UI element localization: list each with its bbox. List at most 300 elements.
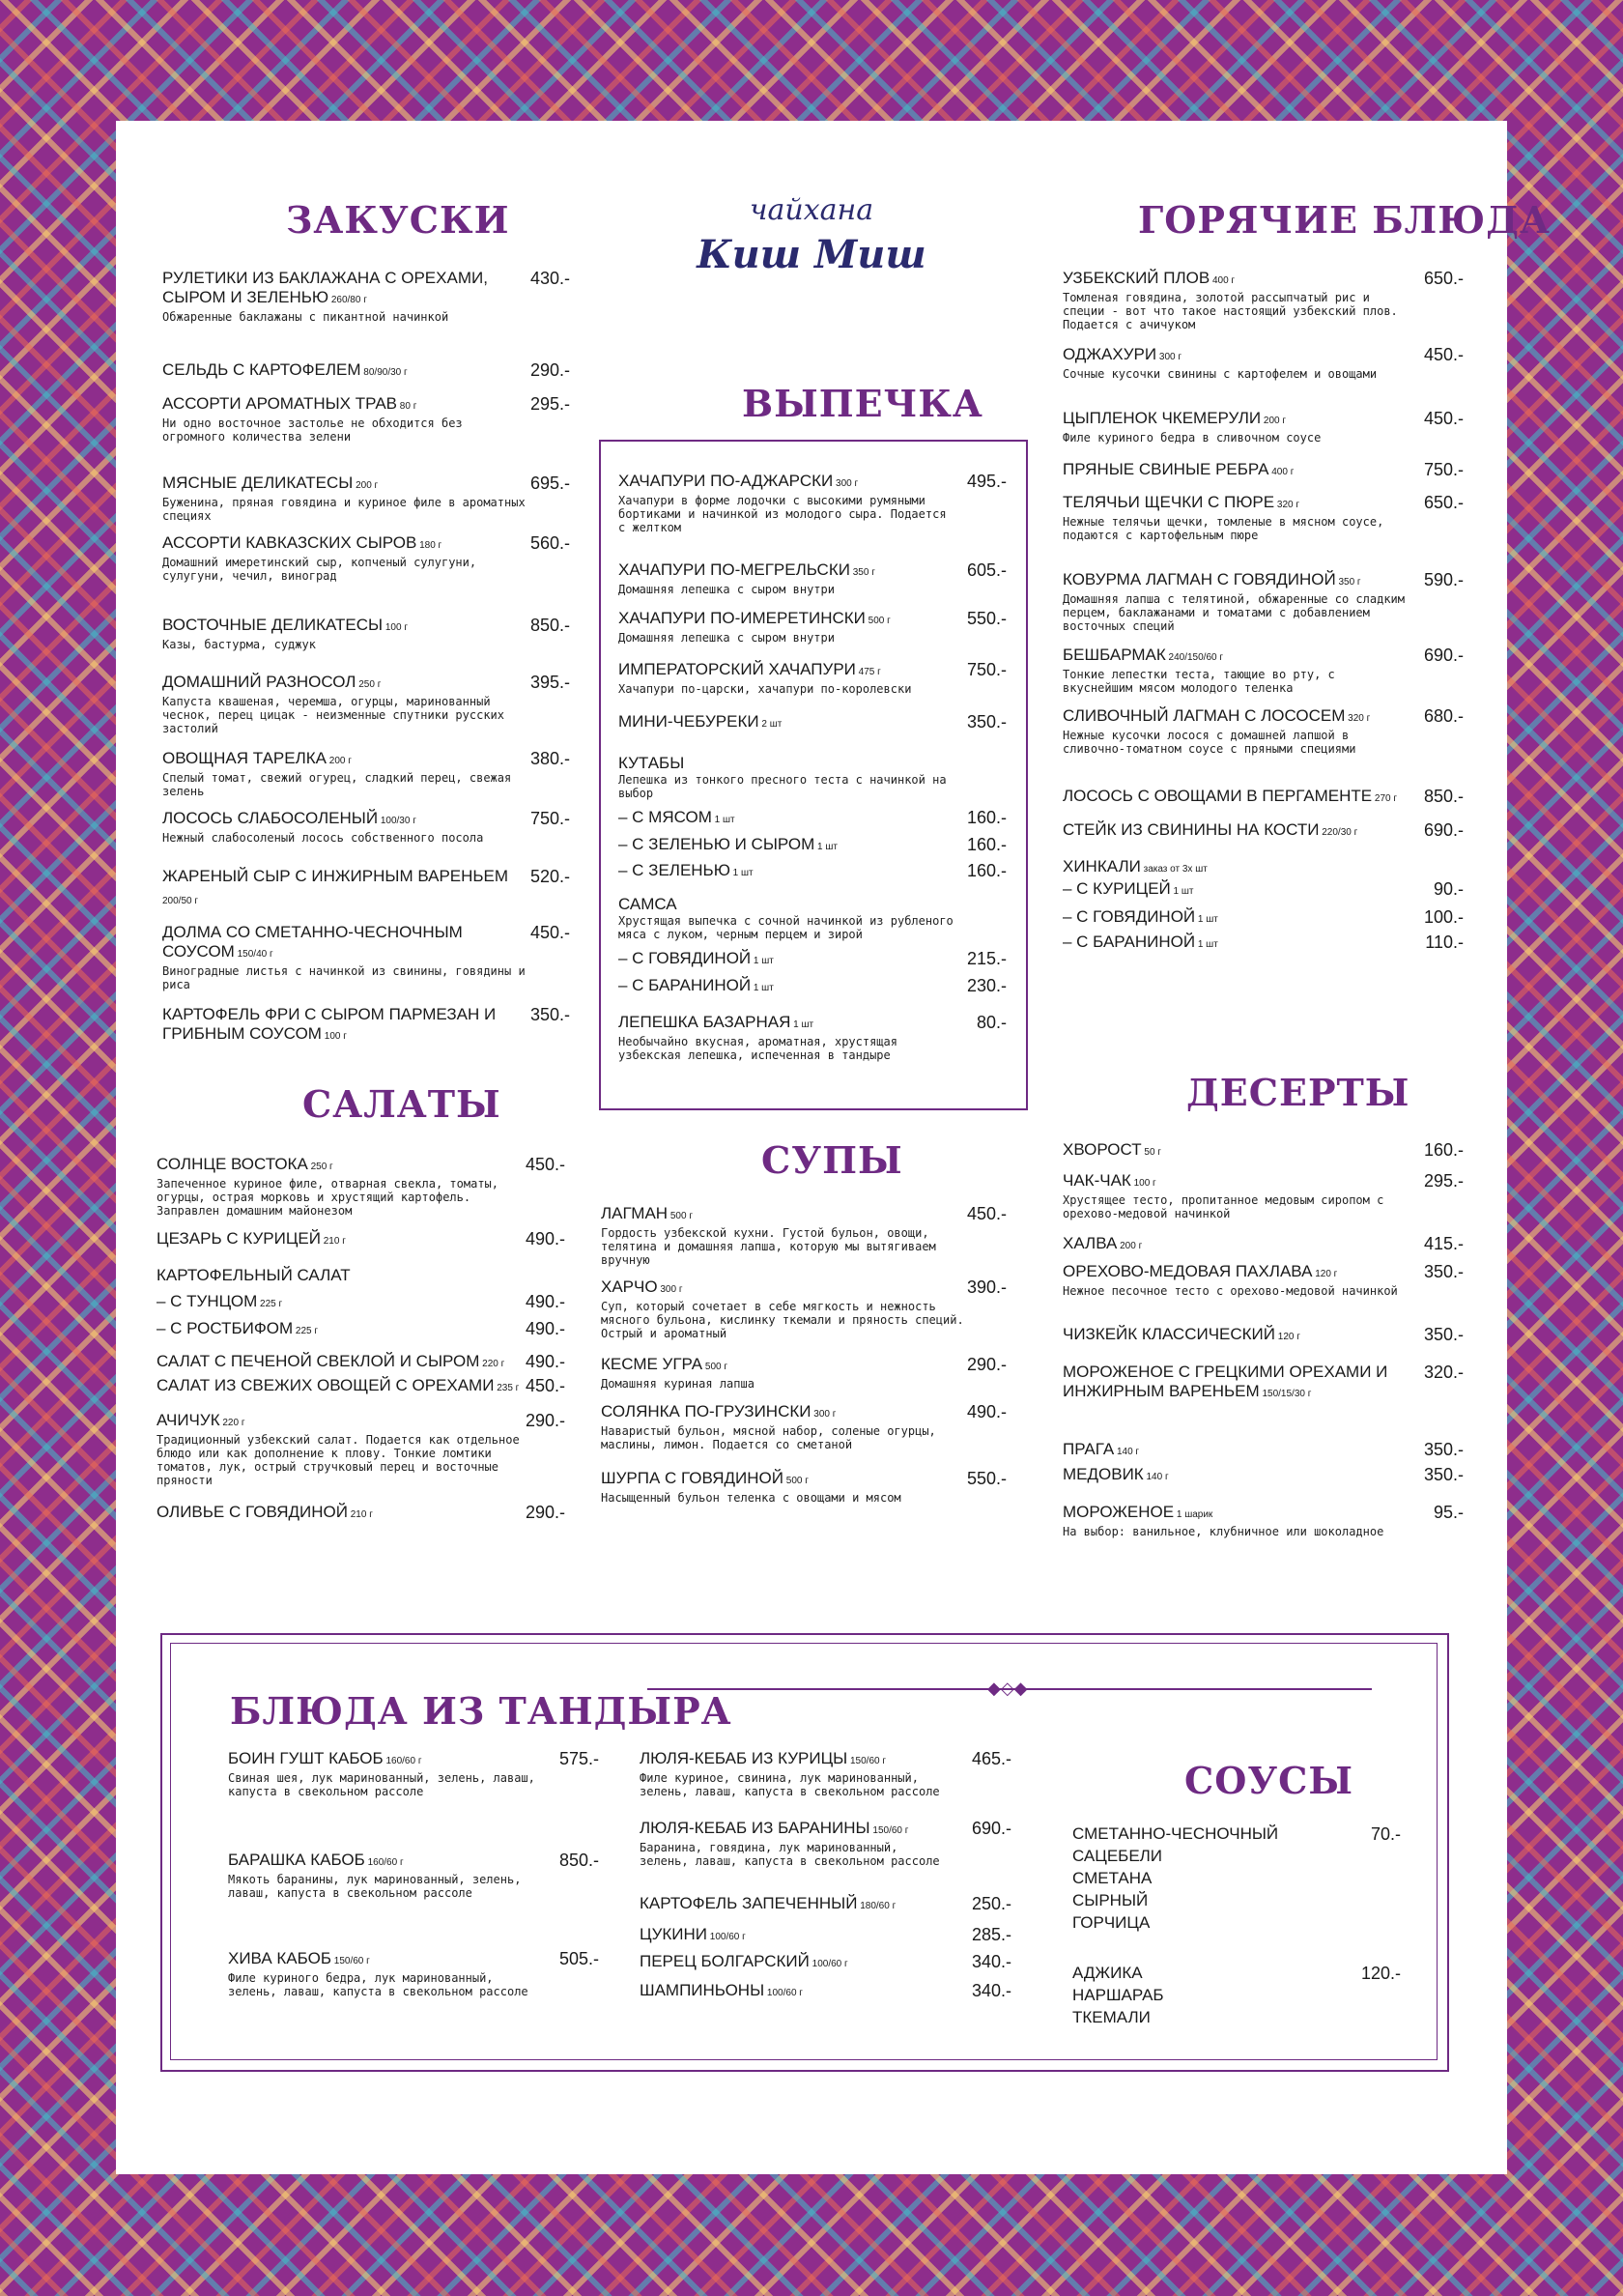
tandyr-col1-item	[228, 1851, 537, 1900]
item-name	[162, 533, 529, 556]
sousy-group2-price: 120.-	[1360, 1964, 1401, 1983]
goryachie-item	[1063, 409, 1410, 445]
salaty-item	[157, 1319, 524, 1341]
item-weight: 200/50 г	[162, 896, 199, 906]
item-price: 450.-	[529, 923, 570, 942]
item-weight: 120 г	[1275, 1332, 1300, 1342]
item-name	[640, 1952, 949, 1974]
item-description: Филе куриного бедра, лук маринованный, зелень, лаваш, капуста в свекольном рассоле	[228, 1971, 528, 1998]
item-name-text: ДОЛМА СО СМЕТАННО-ЧЕСНОЧНЫМ СОУСОМ	[162, 923, 463, 961]
item-description: Ни одно восточное застолье не обходится без огромного количества зелени	[162, 416, 463, 444]
item-name	[618, 976, 956, 998]
item-weight: 220 г	[479, 1359, 505, 1369]
goryachie-item	[1063, 493, 1410, 542]
goryachie-item	[1063, 879, 1410, 902]
item-weight: 200 г	[1261, 416, 1287, 426]
sousy-group1-item: СМЕТАНА	[1072, 1869, 1153, 1887]
item-name-text: – С БАРАНИНОЙ	[1063, 933, 1196, 951]
item-price: 290.-	[966, 1355, 1007, 1374]
goryachie-item	[1063, 857, 1410, 879]
item-description: Обжаренные баклажаны с пикантной начинкой	[162, 310, 449, 324]
item-name	[162, 474, 529, 496]
item-description: Нежный слабосоленый лосось собственного посола	[162, 831, 484, 845]
item-name	[618, 472, 956, 494]
item-name-text: СОЛЯНКА ПО-ГРУЗИНСКИ	[601, 1402, 812, 1421]
item-name-text: ХАРЧО	[601, 1277, 658, 1296]
item-price: 290.-	[525, 1503, 565, 1522]
item-price: 90.-	[1433, 879, 1464, 899]
item-name	[1063, 933, 1410, 955]
item-description: Насыщенный бульон теленка с овощами и мясом	[601, 1491, 901, 1505]
zakuski-item	[162, 616, 529, 651]
item-weight: 300 г	[1156, 352, 1182, 362]
item-price: 750.-	[966, 660, 1007, 679]
vypechka-item	[618, 861, 956, 883]
supy-item	[601, 1469, 968, 1505]
item-price: 850.-	[558, 1851, 599, 1870]
item-weight: 300 г	[657, 1284, 683, 1295]
item-name-text: ЧАК-ЧАК	[1063, 1171, 1131, 1190]
item-name	[1063, 820, 1410, 843]
item-name	[1063, 787, 1410, 809]
item-weight: 400 г	[1268, 467, 1295, 477]
deserty-item	[1063, 1140, 1410, 1162]
sousy-group1-item: СЫРНЫЙ	[1072, 1891, 1149, 1909]
item-description: Казы, бастурма, суджук	[162, 638, 316, 651]
item-price: 350.-	[1423, 1325, 1464, 1344]
item-price: 490.-	[525, 1292, 565, 1311]
tandyr-col2-item	[640, 1819, 949, 1868]
item-name	[618, 861, 956, 883]
item-name	[162, 360, 529, 383]
item-name-text: ШУРПА С ГОВЯДИНОЙ	[601, 1469, 783, 1487]
item-name	[1063, 1140, 1410, 1162]
zakuski-item	[162, 533, 529, 583]
item-weight: 1 шт	[1170, 886, 1194, 897]
zakuski-item	[162, 673, 529, 735]
item-weight: 500 г	[668, 1211, 693, 1221]
item-price: 550.-	[966, 1469, 1007, 1488]
item-price: 415.-	[1423, 1234, 1464, 1253]
item-name	[157, 1155, 524, 1177]
item-description: Хачапури в форме лодочки с высокими румяными бортиками и начинкой из молодого сыра. Подается с желтком	[618, 494, 947, 534]
zakuski-item	[162, 923, 529, 991]
sousy-group2-item: НАРШАРАБ	[1072, 1986, 1164, 2004]
zakuski-item	[162, 867, 529, 911]
item-weight: 210 г	[347, 1509, 373, 1520]
item-name-text: МЯСНЫЕ ДЕЛИКАТЕСЫ	[162, 474, 354, 492]
item-weight: 180 г	[416, 540, 442, 551]
item-price: 750.-	[529, 809, 570, 828]
item-weight: 50 г	[1141, 1147, 1161, 1158]
item-weight: 100 г	[383, 622, 408, 633]
item-description: Нежное песочное тесто с орехово-медовой начинкой	[1063, 1284, 1398, 1298]
item-price: 290.-	[529, 360, 570, 380]
item-name-text: САЛАТ ИЗ СВЕЖИХ ОВОЩЕЙ С ОРЕХАМИ	[157, 1376, 495, 1394]
goryachie-item	[1063, 933, 1410, 955]
item-description: Нежные телячьи щечки, томленые в мясном соусе, подаются с картофельным пюре	[1063, 515, 1384, 542]
item-price: 575.-	[558, 1749, 599, 1768]
item-price: 160.-	[966, 861, 1007, 880]
item-name	[1063, 857, 1410, 879]
item-description: Наваристый бульон, мясной набор, соленые огурцы, маслины, лимон. Подается со сметаной	[601, 1424, 936, 1451]
item-weight: 250 г	[356, 679, 382, 690]
item-description: Баранина, говядина, лук маринованный, зелень, лаваш, капуста в свекольном рассоле	[640, 1841, 940, 1868]
item-name-text: РУЛЕТИКИ ИЗ БАКЛАЖАНА С ОРЕХАМИ, СЫРОМ И ЗЕЛЕНЬЮ	[162, 269, 488, 306]
item-name-text: ЦЕЗАРЬ С КУРИЦЕЙ	[157, 1229, 321, 1248]
vypechka-item	[618, 1013, 956, 1062]
item-name	[157, 1503, 524, 1525]
item-price: 450.-	[1423, 345, 1464, 364]
tandyr-col2-item	[640, 1749, 949, 1798]
item-name	[228, 1949, 537, 1971]
item-weight: 1 шарик	[1174, 1509, 1213, 1520]
item-weight: 80/90/30 г	[360, 367, 408, 378]
item-name	[1063, 409, 1410, 431]
item-name	[157, 1352, 524, 1374]
item-name	[1063, 1325, 1410, 1347]
heading-deserty: ДЕСЕРТЫ	[1186, 1071, 1410, 1114]
item-price: 285.-	[971, 1925, 1011, 1944]
item-name-text: СЕЛЬДЬ С КАРТОФЕЛЕМ	[162, 360, 361, 379]
item-description: Томленая говядина, золотой рассыпчатый рис и специи - вот что такое настоящий узбекский плов. Подается с ачичуком	[1063, 291, 1398, 331]
item-name-text: ЛЮЛЯ-КЕБАБ ИЗ КУРИЦЫ	[640, 1749, 848, 1767]
heading-salaty: САЛАТЫ	[302, 1082, 501, 1126]
salaty-item	[157, 1229, 524, 1251]
logo-main-text: Киш Миш	[697, 232, 926, 277]
item-name	[618, 660, 956, 682]
item-name	[228, 1749, 537, 1771]
item-name	[640, 1925, 949, 1947]
item-price: 490.-	[525, 1319, 565, 1338]
item-name-text: СОЛНЦЕ ВОСТОКА	[157, 1155, 308, 1173]
item-name-text: БЕШБАРМАК	[1063, 646, 1166, 664]
deserty-item	[1063, 1465, 1410, 1487]
item-name-text: САЛАТ С ПЕЧЕНОЙ СВЕКЛОЙ И СЫРОМ	[157, 1352, 480, 1370]
item-description: Сочные кусочки свинины с картофелем и овощами	[1063, 367, 1378, 381]
item-name-text: – С ЗЕЛЕНЬЮ	[618, 861, 730, 879]
item-weight: 100/30 г	[378, 816, 416, 826]
goryachie-item	[1063, 570, 1410, 633]
item-name	[162, 809, 529, 831]
item-name	[157, 1292, 524, 1314]
tandyr-col2-item	[640, 1981, 949, 2003]
vypechka-item	[618, 835, 956, 857]
item-name	[618, 609, 956, 631]
zakuski-item	[162, 1005, 529, 1047]
item-name-text: ДОМАШНИЙ РАЗНОСОЛ	[162, 673, 356, 691]
item-name	[1063, 646, 1410, 668]
item-description: Домашняя лапша с телятиной, обжаренные со сладким перцем, баклажанами и томатами с добавлением восточных специй	[1063, 592, 1406, 633]
item-name	[157, 1266, 524, 1285]
vypechka-item	[618, 609, 956, 645]
item-name-text: ХИВА КАБОБ	[228, 1949, 331, 1967]
tandyr-col2-item	[640, 1894, 949, 1916]
goryachie-item	[1063, 269, 1410, 331]
item-price: 340.-	[971, 1981, 1011, 2000]
item-weight: 120 г	[1312, 1269, 1338, 1279]
item-name-text: МЕДОВИК	[1063, 1465, 1144, 1483]
item-name-text: ОВОЩНАЯ ТАРЕЛКА	[162, 749, 327, 767]
item-price: 350.-	[966, 712, 1007, 732]
item-weight: 350 г	[849, 567, 875, 578]
item-price: 680.-	[1423, 706, 1464, 726]
item-name	[1063, 570, 1410, 592]
item-weight: 1 шт	[1195, 939, 1218, 950]
item-price: 380.-	[529, 749, 570, 768]
item-name-text: ЛОСОСЬ СЛАБОСОЛЕНЫЙ	[162, 809, 379, 827]
item-description: Мякоть баранины, лук маринованный, зелень, лаваш, капуста в свекольном рассоле	[228, 1873, 522, 1900]
supy-item	[601, 1277, 968, 1340]
item-price: 395.-	[529, 673, 570, 692]
item-weight: 1 шт	[711, 815, 735, 825]
item-price: 350.-	[1423, 1465, 1464, 1484]
item-name	[618, 560, 956, 583]
item-name	[618, 808, 956, 830]
item-price: 110.-	[1425, 933, 1464, 952]
item-price: 340.-	[971, 1952, 1011, 1971]
item-name-text: ЦУКИНИ	[640, 1925, 707, 1943]
item-name	[640, 1749, 949, 1771]
deserty-item	[1063, 1234, 1410, 1256]
item-name-text: ХАЧАПУРИ ПО-АДЖАРСКИ	[618, 472, 834, 490]
item-description: Запеченное куриное филе, отварная свекла, томаты, огурцы, острая морковь и хрустящий картофель. Заправлен домашним майонезом	[157, 1177, 499, 1218]
vypechka-item	[618, 976, 956, 998]
item-description: Гордость узбекской кухни. Густой бульон, овощи, телятина и домашняя лапша, которую мы вытягиваем вручную	[601, 1226, 936, 1267]
item-name-text: ХАЛВА	[1063, 1234, 1118, 1252]
item-weight: 400 г	[1210, 275, 1236, 286]
item-weight: 240/150/60 г	[1165, 652, 1224, 663]
item-name	[162, 923, 529, 964]
item-price: 430.-	[529, 269, 570, 288]
item-name-text: – С ГОВЯДИНОЙ	[1063, 907, 1196, 926]
item-weight: 1 шт	[751, 983, 774, 993]
item-name-text: – С МЯСОМ	[618, 808, 712, 826]
item-weight: 100/60 г	[809, 1959, 848, 1969]
item-weight: 220/30 г	[1319, 827, 1358, 838]
item-price: 350.-	[1423, 1440, 1464, 1459]
item-name-text: ИМПЕРАТОРСКИЙ ХАЧАПУРИ	[618, 660, 856, 678]
item-price: 465.-	[971, 1749, 1011, 1768]
item-name-text: ХАЧАПУРИ ПО-МЕГРЕЛЬСКИ	[618, 560, 850, 579]
item-weight: 1 шт	[1195, 914, 1218, 925]
item-price: 550.-	[966, 609, 1007, 628]
item-name	[618, 949, 956, 971]
item-price: 295.-	[529, 394, 570, 414]
item-description: Виноградные листья с начинкой из свинины, говядины и риса	[162, 964, 526, 991]
item-name	[640, 1819, 949, 1841]
item-name-text: КАРТОФЕЛЬ ЗАПЕЧЕННЫЙ	[640, 1894, 858, 1912]
salaty-item	[157, 1376, 524, 1398]
item-name-text: – С КУРИЦЕЙ	[1063, 879, 1171, 898]
item-price: 390.-	[966, 1277, 1007, 1297]
item-description: Капуста квашеная, черемша, огурцы, маринованный чеснок, перец цицак - неизменные спутники русских застолий	[162, 695, 505, 735]
item-name-text: САМСА	[618, 895, 677, 913]
heading-zakuski: ЗАКУСКИ	[286, 198, 510, 242]
zakuski-item	[162, 360, 529, 383]
salaty-item	[157, 1155, 524, 1218]
item-description: Нежные кусочки лосося с домашней лапшой в сливочно-томатном соусе с пряными специями	[1063, 729, 1356, 756]
item-name	[162, 1005, 529, 1047]
item-name	[640, 1894, 949, 1916]
item-price: 495.-	[966, 472, 1007, 491]
item-weight: 300 г	[811, 1409, 837, 1420]
goryachie-item	[1063, 907, 1410, 930]
item-name-text: БОИН ГУШТ КАБОБ	[228, 1749, 384, 1767]
item-name-text: ХВОРОСТ	[1063, 1140, 1142, 1159]
item-name	[618, 712, 956, 734]
diamond-ornament-icon: ◆◇◆	[987, 1679, 1028, 1698]
item-name-text: ЛЕПЕШКА БАЗАРНАЯ	[618, 1013, 791, 1031]
zakuski-item	[162, 269, 529, 324]
item-description: Домашняя лепешка с сыром внутри	[618, 631, 835, 645]
item-description: Филе куриного бедра в сливочном соусе	[1063, 431, 1322, 445]
item-price: 350.-	[529, 1005, 570, 1024]
item-price: 605.-	[966, 560, 1007, 580]
item-weight: 260/80 г	[328, 295, 367, 305]
item-name	[1063, 879, 1410, 902]
item-name-text: ПРЯНЫЕ СВИНЫЕ РЕБРА	[1063, 460, 1269, 478]
heading-tandyr: БЛЮДА ИЗ ТАНДЫРА	[230, 1689, 732, 1733]
item-price: 690.-	[1423, 646, 1464, 665]
item-name-text: ПРАГА	[1063, 1440, 1115, 1458]
sousy-group1-item: СМЕТАННО-ЧЕСНОЧНЫЙ	[1072, 1824, 1279, 1843]
item-name	[157, 1411, 524, 1433]
goryachie-item	[1063, 787, 1410, 809]
item-name-text: КЕСМЕ УГРА	[601, 1355, 703, 1373]
deserty-item	[1063, 1440, 1410, 1462]
item-name	[601, 1277, 968, 1300]
item-price: 450.-	[1423, 409, 1464, 428]
sousy-group2-item: АДЖИКА	[1072, 1964, 1143, 1982]
item-weight: 235 г	[494, 1383, 520, 1393]
goryachie-item	[1063, 646, 1410, 695]
zakuski-item	[162, 809, 529, 845]
item-name-text: ХАЧАПУРИ ПО-ИМЕРЕТИНСКИ	[618, 609, 866, 627]
item-name	[601, 1204, 968, 1226]
item-description: На выбор: ванильное, клубничное или шоколадное	[1063, 1525, 1384, 1538]
item-description: Домашняя куриная лапша	[601, 1377, 755, 1391]
item-name-text: ШАМПИНЬОНЫ	[640, 1981, 765, 1999]
item-name	[1063, 1262, 1410, 1284]
item-name	[1063, 460, 1410, 482]
item-name	[157, 1229, 524, 1251]
vypechka-item	[618, 560, 956, 596]
item-weight: 1 шт	[814, 842, 838, 852]
salaty-item	[157, 1292, 524, 1314]
item-name-text: ЖАРЕНЫЙ СЫР С ИНЖИРНЫМ ВАРЕНЬЕМ	[162, 867, 509, 885]
item-weight: 500 г	[865, 616, 891, 626]
deserty-item	[1063, 1363, 1410, 1404]
item-name	[640, 1981, 949, 2003]
item-name	[601, 1402, 968, 1424]
tandyr-col1-item	[228, 1949, 537, 1998]
item-name-text: ЛОСОСЬ С ОВОЩАМИ В ПЕРГАМЕНТЕ	[1063, 787, 1373, 805]
item-name	[618, 1013, 956, 1035]
item-name-text: – С БАРАНИНОЙ	[618, 976, 752, 994]
item-name-text: ОЛИВЬЕ С ГОВЯДИНОЙ	[157, 1503, 348, 1521]
item-name	[162, 616, 529, 638]
item-description: Филе куриное, свинина, лук маринованный, зелень, лаваш, капуста в свекольном рассоле	[640, 1771, 940, 1798]
item-name	[1063, 269, 1410, 291]
item-name-text: БАРАШКА КАБОБ	[228, 1851, 365, 1869]
tandyr-col2-item	[640, 1925, 949, 1947]
item-weight: 1 шт	[751, 956, 774, 966]
item-description: Хрустящая выпечка с сочной начинкой из рубленого мяса с луком, черным перцем и зирой	[618, 914, 954, 941]
item-weight: 270 г	[1372, 793, 1398, 804]
item-price: 850.-	[529, 616, 570, 635]
item-weight: 150/60 г	[869, 1825, 909, 1836]
item-weight: 320 г	[1274, 500, 1299, 510]
item-name	[601, 1469, 968, 1491]
goryachie-item	[1063, 820, 1410, 843]
item-name-text: ЧИЗКЕЙК КЛАССИЧЕСКИЙ	[1063, 1325, 1275, 1343]
item-price: 215.-	[966, 949, 1007, 968]
item-weight: 140 г	[1143, 1472, 1169, 1482]
item-name-text: СТЕЙК ИЗ СВИНИНЫ НА КОСТИ	[1063, 820, 1320, 839]
item-weight: 150/60 г	[330, 1956, 370, 1966]
item-name-text: – С ТУНЦОМ	[157, 1292, 258, 1310]
item-name-text: – С ГОВЯДИНОЙ	[618, 949, 752, 967]
salaty-item	[157, 1266, 524, 1285]
item-name-text: КУТАБЫ	[618, 754, 685, 772]
item-name	[162, 867, 529, 911]
deserty-item	[1063, 1503, 1410, 1538]
vypechka-item	[618, 660, 956, 696]
item-price: 690.-	[971, 1819, 1011, 1838]
item-name-text: ЛАГМАН	[601, 1204, 669, 1222]
deserty-item	[1063, 1325, 1410, 1347]
item-description: Хачапури по-царски, хачапури по-королевски	[618, 682, 912, 696]
item-price: 560.-	[529, 533, 570, 553]
item-description: Суп, который сочетает в себе мягкость и нежность мясного бульона, кислинку ткемали и пряность специй. Острый и ароматный	[601, 1300, 964, 1340]
item-weight: 100/60 г	[764, 1988, 803, 1998]
item-name-text: УЗБЕКСКИЙ ПЛОВ	[1063, 269, 1210, 287]
item-price: 350.-	[1423, 1262, 1464, 1281]
item-description: Хрустящее тесто, пропитанное медовым сиропом с орехово-медовой начинкой	[1063, 1193, 1384, 1220]
item-weight: 300 г	[833, 478, 859, 489]
salaty-item	[157, 1352, 524, 1374]
item-price: 100.-	[1423, 907, 1464, 927]
supy-item	[601, 1204, 968, 1267]
item-price: 95.-	[1433, 1503, 1464, 1522]
item-name	[162, 673, 529, 695]
item-name	[162, 749, 529, 771]
item-price: 160.-	[966, 835, 1007, 854]
item-description: Необычайно вкусная, ароматная, хрустящая узбекская лепешка, испеченная в тандыре	[618, 1035, 897, 1062]
item-weight: 150/40 г	[234, 949, 273, 960]
item-description: Лепешка из тонкого пресного теста с начинкой на выбор	[618, 773, 947, 800]
item-name	[157, 1319, 524, 1341]
item-name-text: ТЕЛЯЧЬИ ЩЕЧКИ С ПЮРЕ	[1063, 493, 1275, 511]
item-weight: 150/60 г	[847, 1756, 886, 1766]
item-weight: 2 шт	[758, 719, 783, 730]
goryachie-item	[1063, 345, 1410, 381]
salaty-item	[157, 1411, 524, 1487]
item-name	[157, 1376, 524, 1398]
item-price: 590.-	[1423, 570, 1464, 589]
item-weight: 160/60 г	[383, 1756, 422, 1766]
item-description: Домашняя лепешка с сыром внутри	[618, 583, 835, 596]
item-name-text: ОРЕХОВО-МЕДОВАЯ ПАХЛАВА	[1063, 1262, 1313, 1280]
item-price: 320.-	[1423, 1363, 1464, 1382]
item-name	[618, 754, 956, 773]
item-name	[1063, 1503, 1410, 1525]
zakuski-item	[162, 474, 529, 523]
item-name-text: ЦЫПЛЕНОК ЧКЕМЕРУЛИ	[1063, 409, 1262, 427]
heading-sousy: СОУСЫ	[1184, 1759, 1354, 1802]
item-name-text: АССОРТИ АРОМАТНЫХ ТРАВ	[162, 394, 398, 413]
